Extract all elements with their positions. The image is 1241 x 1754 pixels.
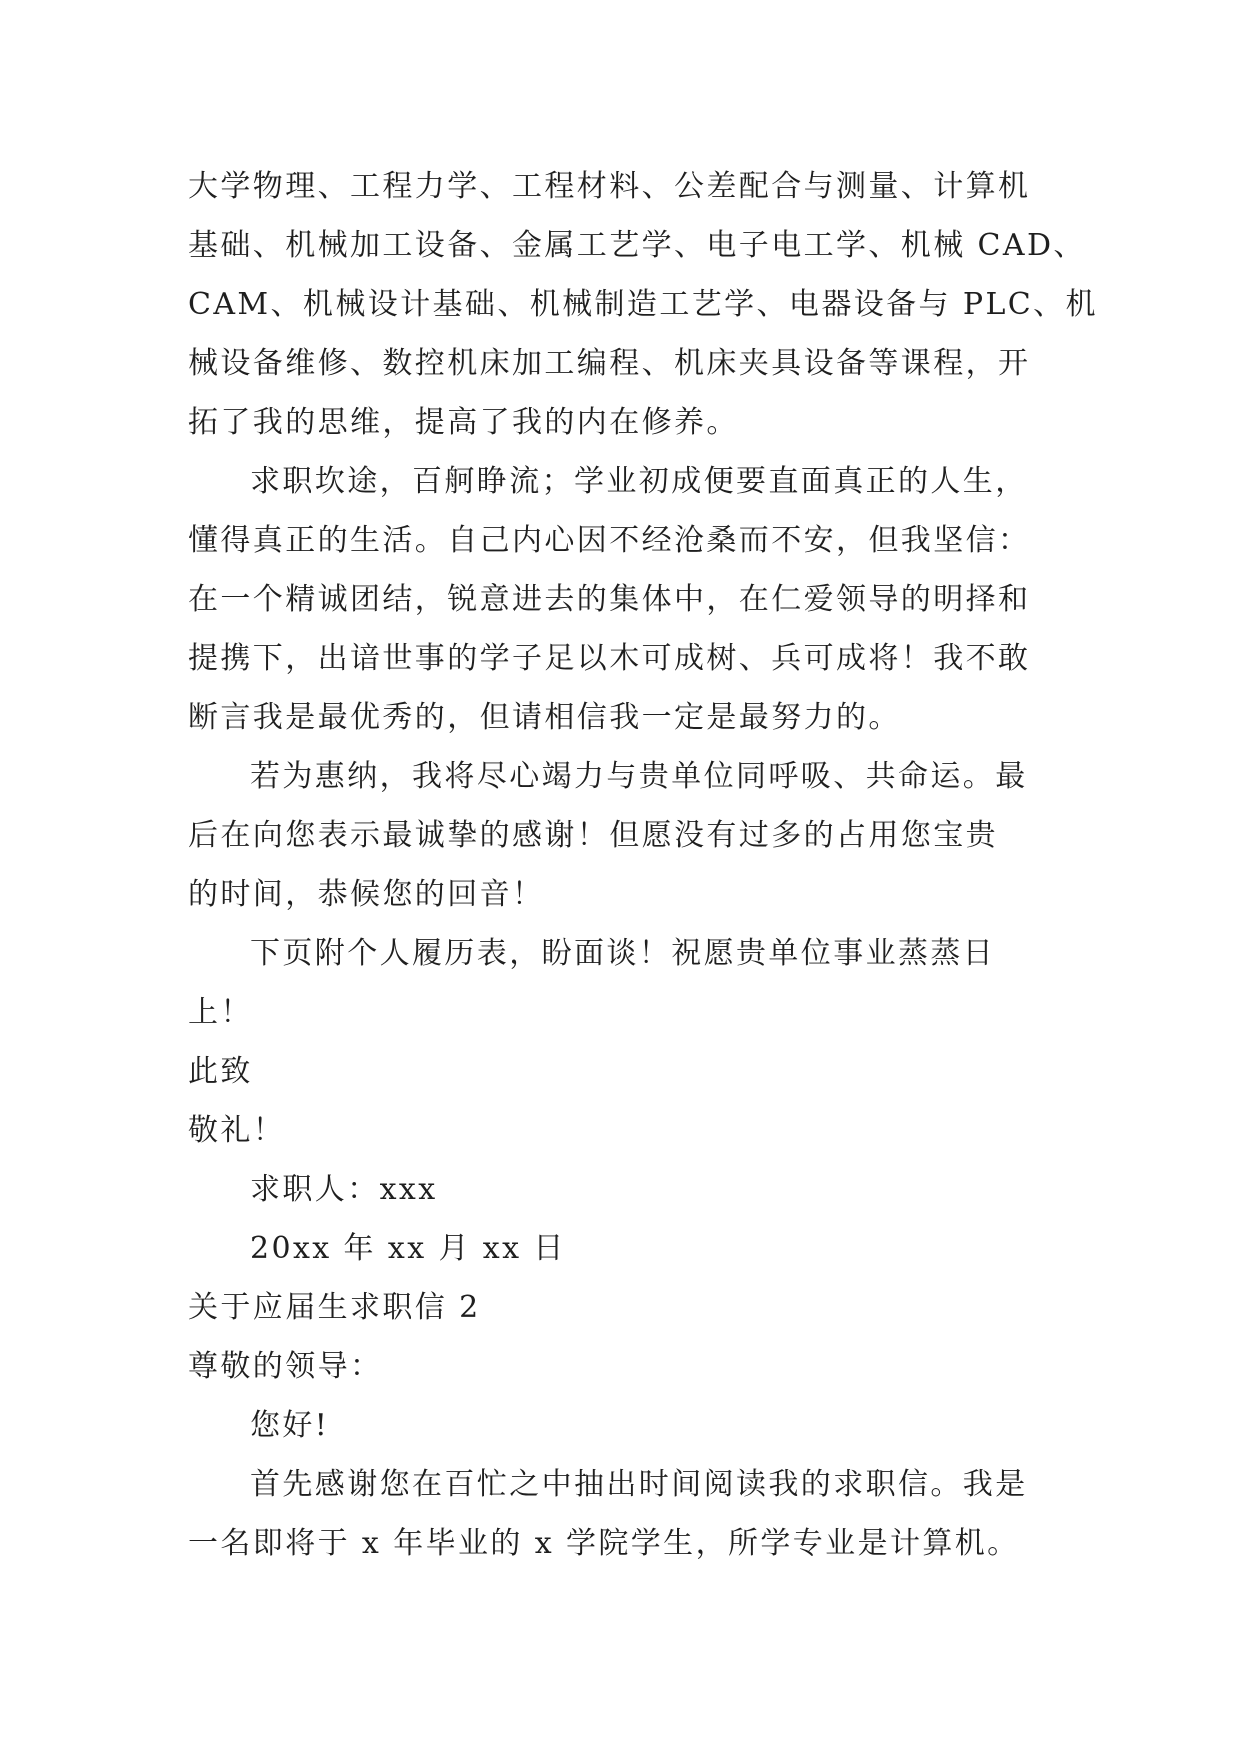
text-line: 提携下，出谙世事的学子足以木可成树、兵可成将！我不敢 — [188, 641, 1031, 676]
signature-name: 求职人：xxx — [250, 1172, 438, 1207]
closing-salutation: 此致 — [188, 1054, 253, 1089]
paragraph-start-line: 首先感谢您在百忙之中抽出时间阅读我的求职信。我是 — [250, 1467, 1028, 1502]
letter-greeting: 您好! — [250, 1408, 330, 1443]
text-line: 上！ — [188, 995, 253, 1030]
text-line: 一名即将于 x 年毕业的 x 学院学生，所学专业是计算机。 — [188, 1526, 1020, 1561]
paragraph-start-line: 若为惠纳，我将尽心竭力与贵单位同呼吸、共命运。最 — [250, 759, 1028, 794]
section-heading: 关于应届生求职信 2 — [188, 1290, 481, 1325]
text-line: 断言我是最优秀的，但请相信我一定是最努力的。 — [188, 700, 901, 735]
text-line: 基础、机械加工设备、金属工艺学、电子电工学、机械 CAD、 — [188, 228, 1086, 263]
signature-date: 20xx 年 xx 月 xx 日 — [250, 1231, 566, 1266]
text-line: 大学物理、工程力学、工程材料、公差配合与测量、计算机 — [188, 169, 1031, 204]
paragraph-start-line: 下页附个人履历表，盼面谈！祝愿贵单位事业蒸蒸日 — [250, 936, 996, 971]
closing-salutation: 敬礼！ — [188, 1113, 286, 1148]
text-line: 械设备维修、数控机床加工编程、机床夹具设备等课程，开 — [188, 346, 1031, 381]
text-line: CAM、机械设计基础、机械制造工艺学、电器设备与 PLC、机 — [188, 287, 1098, 322]
document-body — [188, 157, 1098, 1573]
text-line: 在一个精诚团结，锐意进去的集体中，在仁爱领导的明择和 — [188, 582, 1031, 617]
text-line: 拓了我的思维，提高了我的内在修养。 — [188, 405, 739, 440]
text-line: 的时间，恭候您的回音！ — [188, 877, 545, 912]
paragraph-start-line: 求职坎途，百舸睁流；学业初成便要直面真正的人生， — [250, 464, 1028, 499]
text-line: 懂得真正的生活。自己内心因不经沧桑而不安，但我坚信： — [188, 523, 1031, 558]
text-line: 后在向您表示最诚挚的感谢！但愿没有过多的占用您宝贵 — [188, 818, 998, 853]
letter-greeting: 尊敬的领导： — [188, 1349, 383, 1384]
